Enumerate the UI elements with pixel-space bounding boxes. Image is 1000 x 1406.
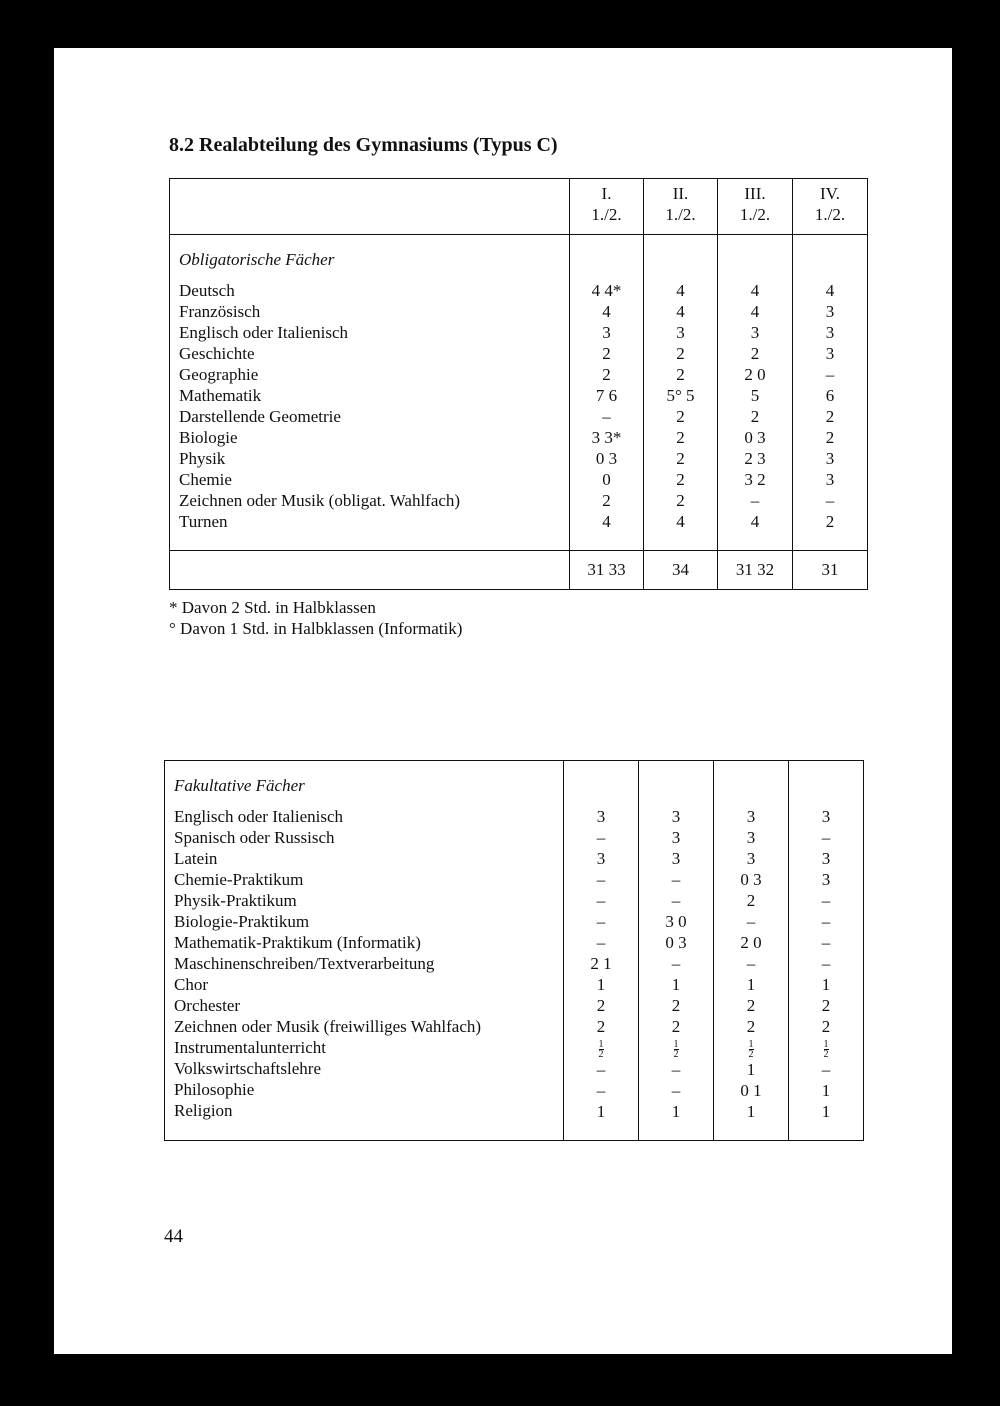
- cell-value: 2: [602, 365, 611, 384]
- subject-name: Turnen: [179, 512, 228, 531]
- totals-label-cell: [170, 551, 570, 590]
- cell-value: 1: [746, 975, 756, 994]
- cell-value: 0 3: [595, 449, 618, 468]
- cell-value: –: [671, 954, 681, 973]
- cell-value: 4: [602, 302, 611, 321]
- cell-value: 2: [676, 428, 685, 447]
- cell-value: 3: [676, 323, 685, 342]
- cell-value: –: [821, 891, 831, 910]
- cell-value: 4: [750, 512, 760, 531]
- cell-value: 2: [676, 344, 685, 363]
- column-header-3: III. 1./2.: [718, 179, 793, 235]
- subject-cell: [170, 235, 570, 551]
- values-col-3: [718, 235, 793, 551]
- cell-value: –: [746, 954, 756, 973]
- values-col-4: [793, 235, 868, 551]
- values-col-1: [570, 235, 644, 551]
- cell-value: 3: [821, 849, 831, 868]
- cell-value: 0 3: [740, 870, 762, 889]
- subject-name: Maschinenschreiben/Textverarbeitung: [174, 954, 435, 973]
- subject-name: Zeichnen oder Musik (freiwilliges Wahlfach): [174, 1017, 482, 1036]
- subject-name: Darstellende Geometrie: [179, 407, 341, 426]
- cell-value: 3: [671, 828, 681, 847]
- cell-value: 2: [676, 449, 685, 468]
- cell-value: 3 0: [665, 912, 687, 931]
- values-col-4: [789, 761, 864, 1141]
- subject-name: Volkswirtschaftslehre: [174, 1059, 321, 1078]
- cell-value: 4: [602, 512, 611, 531]
- cell-value: 1: [821, 975, 831, 994]
- subject-name: Französisch: [179, 302, 261, 321]
- cell-value: –: [596, 828, 606, 847]
- cell-value: –: [825, 365, 835, 384]
- subject-list: [170, 280, 569, 532]
- cell-value: 4: [750, 281, 760, 300]
- values-col-2: [644, 235, 718, 551]
- section-heading: Obligatorische Fächer: [179, 250, 335, 269]
- cell-value: 3: [825, 302, 835, 321]
- total-3: 31 32: [718, 551, 793, 590]
- cell-value: 1: [821, 1101, 831, 1121]
- value-list: [718, 280, 792, 532]
- value-list: [714, 806, 788, 1122]
- page-number: 44: [164, 1226, 183, 1247]
- obligatory-subjects-table: [169, 178, 868, 590]
- cell-value: –: [596, 933, 606, 952]
- column-header-row: [170, 179, 868, 235]
- cell-value: –: [821, 1059, 831, 1079]
- cell-value: 0 3: [744, 428, 766, 447]
- cell-value: 1: [671, 1101, 681, 1121]
- cell-value: –: [821, 933, 831, 952]
- cell-value: 0 3: [665, 933, 687, 952]
- subject-name: Biologie-Praktikum: [174, 912, 310, 931]
- cell-value: 1: [596, 1101, 606, 1121]
- cell-value: –: [602, 407, 611, 426]
- value-list: [644, 280, 717, 532]
- cell-value: 2: [596, 996, 606, 1015]
- totals-row: [170, 551, 868, 590]
- cell-value: –: [596, 912, 606, 931]
- cell-value: 4 4*: [591, 281, 622, 300]
- subject-list: [165, 806, 563, 1121]
- cell-value: $\frac{1}{2}$: [823, 1038, 829, 1060]
- cell-value: 1: [821, 1080, 831, 1100]
- subject-name: Spanisch oder Russisch: [174, 828, 335, 847]
- cell-value: –: [746, 912, 756, 931]
- cell-value: 2 1: [590, 954, 612, 973]
- cell-value: 2: [676, 365, 685, 384]
- cell-value: 3: [750, 323, 760, 342]
- cell-value: 2: [821, 1017, 831, 1036]
- cell-value: 2: [821, 996, 831, 1015]
- subject-name: Physik: [179, 449, 226, 468]
- cell-value: –: [821, 954, 831, 973]
- cell-value: 1: [671, 975, 681, 994]
- cell-value: 3: [602, 323, 611, 342]
- cell-value: 2: [602, 344, 611, 363]
- cell-value: 3: [825, 323, 835, 342]
- subject-name: Chemie-Praktikum: [174, 870, 304, 889]
- cell-value: –: [750, 491, 760, 510]
- subject-name: Deutsch: [179, 281, 235, 300]
- cell-value: 3: [821, 870, 831, 889]
- cell-value: 2: [746, 1017, 756, 1036]
- cell-value: 7 6: [595, 386, 618, 405]
- cell-value: –: [671, 891, 681, 910]
- cell-value: 3: [821, 807, 831, 826]
- cell-value: 3: [596, 849, 606, 868]
- cell-value: 4: [750, 302, 760, 321]
- cell-value: –: [671, 870, 681, 889]
- cell-value: 2: [750, 407, 760, 426]
- column-header-4: IV. 1./2.: [793, 179, 868, 235]
- cell-value: 1: [746, 1101, 756, 1121]
- subject-name: Orchester: [174, 996, 241, 1015]
- cell-value: 4: [825, 281, 835, 300]
- cell-value: –: [596, 1080, 606, 1100]
- cell-value: 4: [676, 512, 685, 531]
- cell-value: –: [596, 870, 606, 889]
- body-row: [165, 761, 864, 1141]
- cell-value: 2: [676, 491, 685, 510]
- cell-value: 5: [750, 386, 760, 405]
- cell-value: –: [825, 491, 835, 510]
- cell-value: 3: [825, 344, 835, 363]
- cell-value: 2 3: [744, 449, 766, 468]
- subject-name: Religion: [174, 1101, 233, 1120]
- value-list: [570, 280, 643, 532]
- subject-name: Zeichnen oder Musik (obligat. Wahlfach): [179, 491, 461, 510]
- total-4: 31: [793, 551, 868, 590]
- value-list: [639, 806, 713, 1122]
- cell-value: 2: [602, 491, 611, 510]
- cell-value: –: [596, 1059, 606, 1079]
- cell-value: 2: [671, 1017, 681, 1036]
- cell-value: 3: [596, 807, 606, 826]
- cell-value: 2: [746, 891, 756, 910]
- subject-name: Physik-Praktikum: [174, 891, 297, 910]
- cell-value: 2 0: [744, 365, 766, 384]
- subject-name: Philosophie: [174, 1080, 255, 1099]
- cell-value: 3: [825, 449, 835, 468]
- footnote: ° Davon 1 Std. in Halbklassen (Informatik): [169, 619, 463, 638]
- value-list: [564, 806, 638, 1122]
- cell-value: 2 0: [740, 933, 762, 952]
- header-empty-cell: [170, 179, 570, 235]
- cell-value: 4: [676, 302, 685, 321]
- subject-name: Englisch oder Italienisch: [174, 807, 344, 826]
- cell-value: 3 3*: [591, 428, 622, 447]
- subject-name: Geschichte: [179, 344, 255, 363]
- cell-value: $\frac{1}{2}$: [748, 1038, 754, 1060]
- section-heading: Fakultative Fächer: [174, 776, 305, 795]
- cell-value: 6: [825, 386, 835, 405]
- cell-value: 0 1: [740, 1080, 762, 1100]
- subject-name: Mathematik-Praktikum (Informatik): [174, 933, 421, 952]
- subject-name: Biologie: [179, 428, 238, 447]
- values-col-1: [564, 761, 639, 1141]
- cell-value: 3: [746, 849, 756, 868]
- cell-value: 0: [602, 470, 611, 489]
- cell-value: –: [671, 1059, 681, 1079]
- cell-value: $\frac{1}{2}$: [673, 1038, 679, 1060]
- cell-value: 2: [750, 344, 760, 363]
- body-row: [170, 235, 868, 551]
- cell-value: 3 2: [744, 470, 766, 489]
- cell-value: 3: [746, 828, 756, 847]
- subject-name: Chemie: [179, 470, 232, 489]
- cell-value: 1: [746, 1059, 756, 1079]
- subject-cell: [165, 761, 564, 1141]
- subject-name: Latein: [174, 849, 218, 868]
- cell-value: 2: [671, 996, 681, 1015]
- values-col-3: [714, 761, 789, 1141]
- document-page: [54, 48, 952, 1354]
- values-col-2: [639, 761, 714, 1141]
- cell-value: 3: [671, 807, 681, 826]
- cell-value: –: [596, 891, 606, 910]
- cell-value: 5° 5: [666, 386, 695, 405]
- subject-name: Chor: [174, 975, 208, 994]
- cell-value: 2: [596, 1017, 606, 1036]
- cell-value: 4: [676, 281, 685, 300]
- subject-name: Englisch oder Italienisch: [179, 323, 349, 342]
- cell-value: 2: [825, 512, 835, 531]
- subject-name: Mathematik: [179, 386, 262, 405]
- cell-value: 2: [825, 407, 835, 426]
- cell-value: –: [821, 912, 831, 931]
- cell-value: 3: [825, 470, 835, 489]
- cell-value: 2: [746, 996, 756, 1015]
- subject-name: Instrumentalunterricht: [174, 1038, 327, 1057]
- section-title: 8.2 Realabteilung des Gymnasiums (Typus C): [169, 134, 558, 156]
- total-2: 34: [644, 551, 718, 590]
- value-list: [793, 280, 867, 532]
- value-list: [789, 806, 863, 1122]
- cell-value: $\frac{1}{2}$: [598, 1038, 604, 1060]
- column-header-1: I. 1./2.: [570, 179, 644, 235]
- total-1: 31 33: [570, 551, 644, 590]
- cell-value: 1: [596, 975, 606, 994]
- cell-value: –: [671, 1080, 681, 1100]
- footnotes: [169, 597, 462, 639]
- subject-name: Geographie: [179, 365, 259, 384]
- optional-subjects-table: [164, 760, 864, 1141]
- cell-value: 2: [676, 407, 685, 426]
- cell-value: 3: [746, 807, 756, 826]
- footnote: * Davon 2 Std. in Halbklassen: [169, 598, 376, 617]
- cell-value: 3: [671, 849, 681, 868]
- cell-value: –: [821, 828, 831, 847]
- cell-value: 2: [676, 470, 685, 489]
- cell-value: 2: [825, 428, 835, 447]
- column-header-2: II. 1./2.: [644, 179, 718, 235]
